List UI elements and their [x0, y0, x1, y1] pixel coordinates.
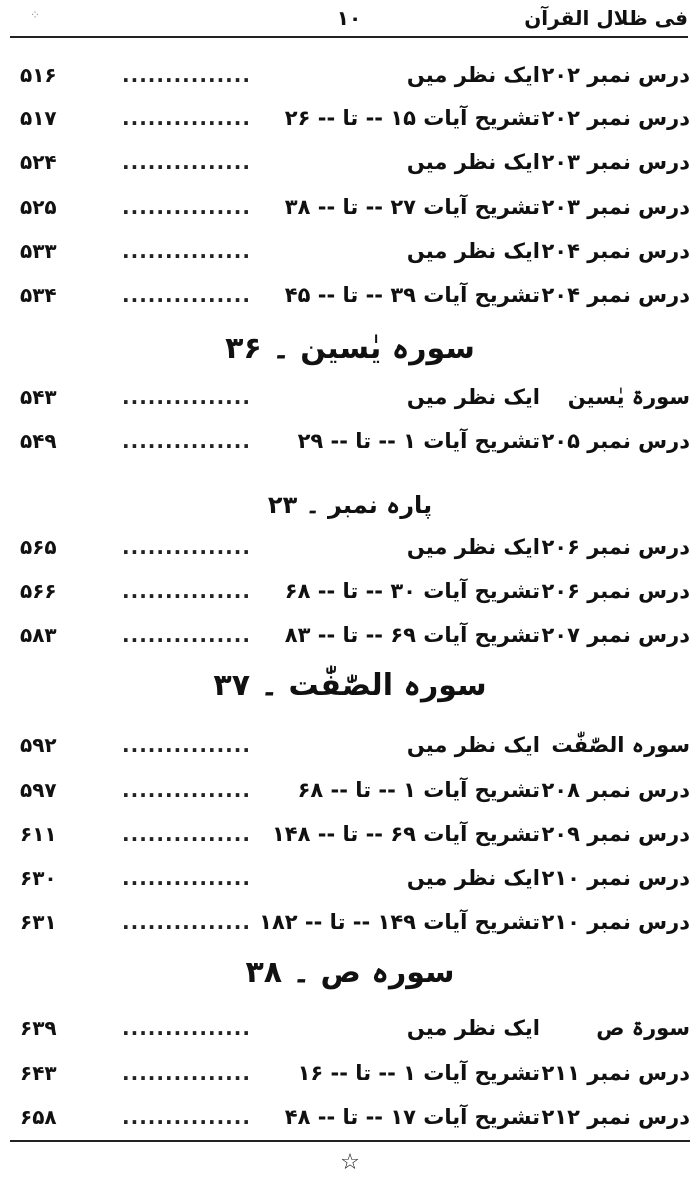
leader-dots: ...............	[122, 150, 251, 174]
lesson-description: تشریح آیات ۶۹ -- تا -- ۱۴۸	[271, 822, 540, 846]
toc-row	[12, 530, 690, 564]
page-reference: ۵۲۴	[20, 150, 57, 174]
toc-row	[12, 817, 690, 851]
leader-dots: ...............	[122, 866, 251, 890]
toc-row	[12, 861, 690, 895]
page-reference: ۵۱۶	[20, 63, 57, 87]
lesson-description: ایک نظر میں	[406, 733, 540, 757]
leader-dots: ...............	[122, 535, 251, 559]
lesson-description: تشریح آیات ۱۷ -- تا -- ۴۸	[284, 1105, 540, 1129]
lesson-description: ایک نظر میں	[406, 150, 540, 174]
page-number: ۱۰	[336, 6, 362, 30]
toc-row	[12, 905, 690, 939]
page-header	[10, 4, 688, 38]
lesson-label: درس نمبر ۲۰۴	[541, 239, 690, 263]
toc-row	[12, 773, 690, 807]
lesson-description: ایک نظر میں	[406, 866, 540, 890]
lesson-label: درس نمبر ۲۰۳	[541, 150, 690, 174]
leader-dots: ...............	[122, 63, 251, 87]
toc-row	[12, 101, 690, 135]
page-reference: ۶۵۸	[20, 1105, 57, 1129]
leader-dots: ...............	[122, 822, 251, 846]
lesson-label: درس نمبر ۲۰۸	[541, 778, 690, 802]
lesson-label: درس نمبر ۲۰۳	[541, 195, 690, 219]
leader-dots: ...............	[122, 910, 251, 934]
leader-dots: ...............	[122, 778, 251, 802]
lesson-label: درس نمبر ۲۰۹	[541, 822, 690, 846]
lesson-label: درس نمبر ۲۱۰	[541, 910, 690, 934]
lesson-description: تشریح آیات ۱۴۹ -- تا -- ۱۸۲	[259, 910, 540, 934]
lesson-label: درس نمبر ۲۱۰	[541, 866, 690, 890]
page-reference: ۵۸۳	[20, 623, 57, 647]
page-reference: ۶۴۳	[20, 1061, 57, 1085]
leader-dots: ...............	[122, 106, 251, 130]
surah-heading: سورہ ص ۔ ۳۸	[245, 955, 455, 990]
lesson-description: تشریح آیات ۲۷ -- تا -- ۳۸	[284, 195, 540, 219]
lesson-label: درس نمبر ۲۰۷	[541, 623, 690, 647]
toc-row	[12, 728, 690, 762]
footer-divider	[10, 1140, 690, 1142]
lesson-description: ایک نظر میں	[406, 239, 540, 263]
lesson-label: سورۃ ص	[596, 1016, 690, 1040]
leader-dots: ...............	[122, 429, 251, 453]
lesson-label: درس نمبر ۲۱۲	[541, 1105, 690, 1129]
toc-row	[12, 574, 690, 608]
toc-row	[12, 145, 690, 179]
leader-dots: ...............	[122, 283, 251, 307]
page-reference: ۵۶۶	[20, 579, 57, 603]
page-reference: ۵۹۷	[20, 778, 57, 802]
lesson-label: سورۃ یٰسین	[567, 385, 690, 409]
lesson-label: درس نمبر ۲۰۲	[541, 63, 690, 87]
star-icon: ☆	[340, 1150, 360, 1175]
page-reference: ۵۳۳	[20, 239, 57, 263]
lesson-description: تشریح آیات ۶۹ -- تا -- ۸۳	[284, 623, 540, 647]
leader-dots: ...............	[122, 1105, 251, 1129]
lesson-description: تشریح آیات ۱۵ -- تا -- ۲۶	[284, 106, 540, 130]
lesson-description: ایک نظر میں	[406, 63, 540, 87]
lesson-label: درس نمبر ۲۰۲	[541, 106, 690, 130]
book-title: فی ظلال القرآن	[524, 6, 688, 30]
leader-dots: ...............	[122, 733, 251, 757]
toc-row	[12, 380, 690, 414]
page-reference: ۵۳۴	[20, 283, 57, 307]
lesson-description: تشریح آیات ۱ -- تا -- ۲۹	[297, 429, 540, 453]
lesson-description: تشریح آیات ۳۰ -- تا -- ۶۸	[284, 579, 540, 603]
page-reference: ۶۳۱	[20, 910, 57, 934]
toc-row	[12, 618, 690, 652]
leader-dots: ...............	[122, 623, 251, 647]
page-reference: ۵۶۵	[20, 535, 57, 559]
lesson-label: درس نمبر ۲۱۱	[541, 1061, 690, 1085]
page-reference: ۵۲۵	[20, 195, 57, 219]
leader-dots: ...............	[122, 385, 251, 409]
leader-dots: ...............	[122, 1016, 251, 1040]
page-reference: ۵۴۹	[20, 429, 57, 453]
lesson-description: تشریح آیات ۱ -- تا -- ۶۸	[297, 778, 540, 802]
toc-row	[12, 278, 690, 312]
toc-row	[12, 424, 690, 458]
lesson-description: ایک نظر میں	[406, 535, 540, 559]
corner-mark-icon: ⁘	[30, 8, 41, 22]
surah-heading: سورہ یٰسین ۔ ۳۶	[225, 331, 475, 366]
toc-row	[12, 190, 690, 224]
lesson-label: درس نمبر ۲۰۵	[541, 429, 690, 453]
surah-heading: سورہ الصّٰفّٰت ۔ ۳۷	[213, 668, 487, 703]
lesson-label: درس نمبر ۲۰۶	[541, 579, 690, 603]
leader-dots: ...............	[122, 195, 251, 219]
lesson-description: ایک نظر میں	[406, 385, 540, 409]
leader-dots: ...............	[122, 239, 251, 263]
page-reference: ۵۹۲	[20, 733, 57, 757]
page-reference: ۶۳۹	[20, 1016, 57, 1040]
lesson-label: سورہ الصّٰفّٰت	[551, 733, 690, 757]
lesson-description: تشریح آیات ۳۹ -- تا -- ۴۵	[284, 283, 540, 307]
page-reference: ۶۳۰	[20, 866, 57, 890]
leader-dots: ...............	[122, 1061, 251, 1085]
toc-row	[12, 234, 690, 268]
lesson-label: درس نمبر ۲۰۴	[541, 283, 690, 307]
para-heading: پارہ نمبر ۔ ۲۳	[267, 491, 433, 519]
page-reference: ۶۱۱	[20, 822, 57, 846]
page-reference: ۵۱۷	[20, 106, 57, 130]
lesson-description: ایک نظر میں	[406, 1016, 540, 1040]
toc-row	[12, 1011, 690, 1045]
leader-dots: ...............	[122, 579, 251, 603]
page-reference: ۵۴۳	[20, 385, 57, 409]
lesson-label: درس نمبر ۲۰۶	[541, 535, 690, 559]
toc-row	[12, 1100, 690, 1134]
toc-row	[12, 1056, 690, 1090]
lesson-description: تشریح آیات ۱ -- تا -- ۱۶	[297, 1061, 540, 1085]
toc-row	[12, 58, 690, 92]
